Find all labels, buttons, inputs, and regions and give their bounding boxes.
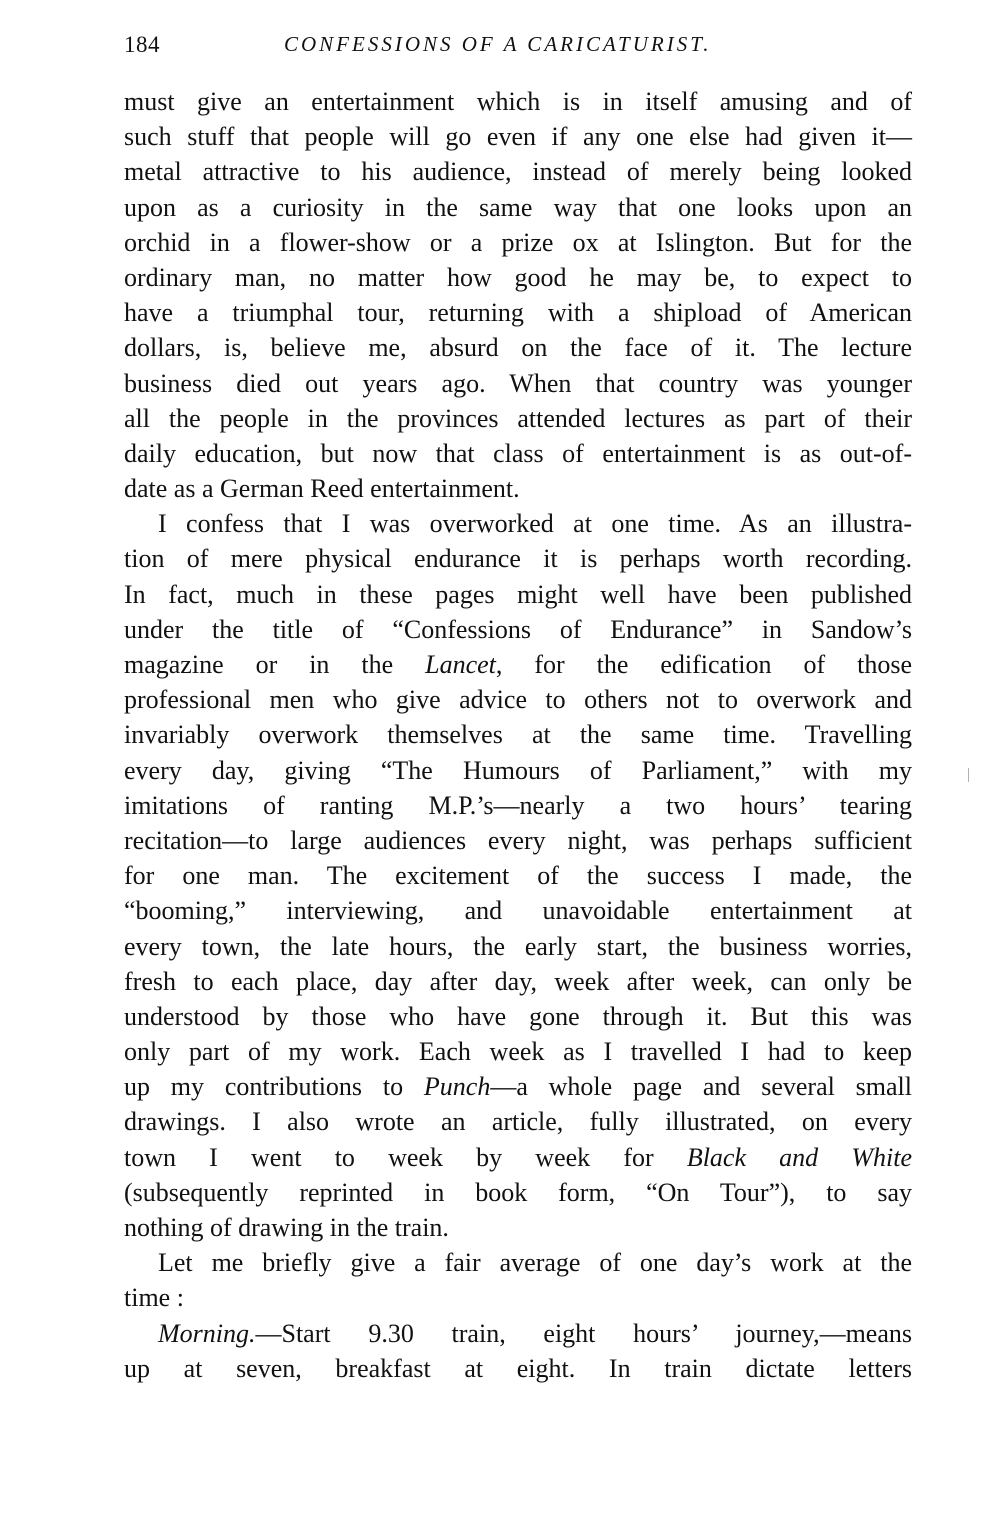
- text-line: [124, 1351, 912, 1386]
- text-segment: In fact, much in these pages might well have been published: [124, 579, 912, 609]
- text-line: [124, 893, 912, 928]
- text-segment: up at seven, breakfast at eight. In train dictate letters: [124, 1353, 912, 1383]
- text-segment: ordinary man, no matter how good he may be, to expect to: [124, 262, 912, 292]
- text-line: [124, 1280, 912, 1315]
- text-segment: Let me briefly give a fair average of one day’s work at the: [158, 1248, 912, 1278]
- text-line: [124, 1104, 912, 1139]
- text-line: [124, 401, 912, 436]
- italic-text: Lancet: [425, 650, 496, 679]
- text-segment: recitation—to large audiences every night, was perhaps sufficient: [124, 825, 912, 855]
- italic-text: Black and White: [686, 1142, 912, 1172]
- text-line: [124, 1140, 912, 1175]
- text-line: [124, 577, 912, 612]
- text-segment: imitations of ranting M.P.’s—nearly a two hours’ tearing: [124, 790, 912, 820]
- text-line: [124, 154, 912, 189]
- text-line: [124, 717, 912, 752]
- text-segment: upon as a curiosity in the same way that one looks upon an: [124, 192, 912, 222]
- text-segment: only part of my work. Each week as I travelled I had to keep: [124, 1037, 912, 1067]
- text-segment: drawings. I also wrote an article, fully illustrated, on every: [124, 1107, 912, 1137]
- text-line: [124, 682, 912, 717]
- page-number: 184: [124, 32, 160, 57]
- text-line: [124, 366, 912, 401]
- text-line: [124, 260, 912, 295]
- text-segment: understood by those who have gone through it. But this was: [124, 1001, 912, 1031]
- text-line: [124, 1245, 912, 1280]
- text-segment: for one man. The excitement of the success I made, the: [124, 861, 912, 891]
- italic-text: Morning.: [158, 1318, 256, 1348]
- text-segment: orchid in a flower-show or a prize ox at Islington. But for the: [124, 227, 912, 257]
- text-segment: daily education, but now that class of entertainment is as out-of-: [124, 438, 912, 468]
- text-line: [124, 612, 912, 647]
- text-line: [124, 471, 912, 506]
- text-segment: (subsequently reprinted in book form, “On Tour”), to say: [124, 1177, 912, 1207]
- text-segment: business died out years ago. When that country was younger: [124, 368, 912, 398]
- text-segment: date as a German Reed entertainment.: [124, 474, 520, 504]
- text-segment: I confess that I was overworked at one time. As an illustra-: [158, 509, 912, 539]
- text-line: [124, 964, 912, 999]
- text-line: [124, 84, 912, 119]
- text-segment: tion of mere physical endurance it is perhaps worth recording.: [124, 544, 912, 574]
- running-head: CONFESSIONS OF A CARICATURIST.: [284, 32, 712, 56]
- text-line: [124, 506, 912, 541]
- text-line: [124, 753, 912, 788]
- text-line: [124, 436, 912, 471]
- text-line: [124, 858, 912, 893]
- body-text: [124, 84, 912, 1386]
- text-segment: nothing of drawing in the train.: [124, 1213, 449, 1242]
- text-line: [124, 541, 912, 576]
- text-segment: , for the edification of those: [495, 650, 912, 679]
- text-segment: have a triumphal tour, returning with a shipload of American: [124, 298, 912, 328]
- text-segment: “booming,” interviewing, and unavoidable entertainment at: [124, 896, 912, 926]
- text-line: [124, 1069, 912, 1104]
- text-segment: town I went to week by week for: [124, 1142, 687, 1172]
- text-segment: —a whole page and several small: [490, 1072, 912, 1102]
- text-segment: all the people in the provinces attended lectures as part of their: [124, 403, 912, 433]
- text-line: [124, 119, 912, 154]
- text-segment: magazine or in the: [124, 650, 426, 679]
- text-line: [124, 225, 912, 260]
- text-segment: invariably overwork themselves at the same time. Travelling: [124, 720, 912, 750]
- text-segment: every day, giving “The Humours of Parliament,” with my: [124, 755, 912, 785]
- text-line: [124, 295, 912, 330]
- text-line: [124, 1034, 912, 1069]
- text-segment: under the title of “Confessions of Endurance” in Sandow’s: [124, 614, 912, 644]
- italic-text: Punch: [423, 1072, 491, 1102]
- text-line: [124, 929, 912, 964]
- text-line: [124, 1175, 912, 1210]
- text-line: [124, 330, 912, 365]
- text-line: [124, 1316, 912, 1351]
- text-line: [124, 788, 912, 823]
- text-segment: professional men who give advice to others not to overwork and: [124, 685, 912, 715]
- text-segment: time :: [124, 1283, 184, 1313]
- margin-mark: [968, 768, 969, 782]
- text-segment: up my contributions to: [124, 1072, 424, 1102]
- page-header: [124, 32, 914, 66]
- text-line: [124, 647, 912, 682]
- text-line: [124, 1210, 912, 1245]
- text-segment: metal attractive to his audience, instead of merely being looked: [124, 157, 912, 187]
- text-segment: fresh to each place, day after day, week after week, can only be: [124, 966, 912, 996]
- text-segment: dollars, is, believe me, absurd on the face of it. The lecture: [124, 333, 912, 363]
- text-line: [124, 190, 912, 225]
- text-segment: every town, the late hours, the early start, the business worries,: [124, 931, 912, 961]
- text-line: [124, 823, 912, 858]
- text-line: [124, 999, 912, 1034]
- text-segment: such stuff that people will go even if any one else had given it—: [124, 122, 912, 152]
- text-segment: must give an entertainment which is in itself amusing and of: [124, 87, 912, 116]
- text-segment: —Start 9.30 train, eight hours’ journey,—means: [255, 1318, 912, 1348]
